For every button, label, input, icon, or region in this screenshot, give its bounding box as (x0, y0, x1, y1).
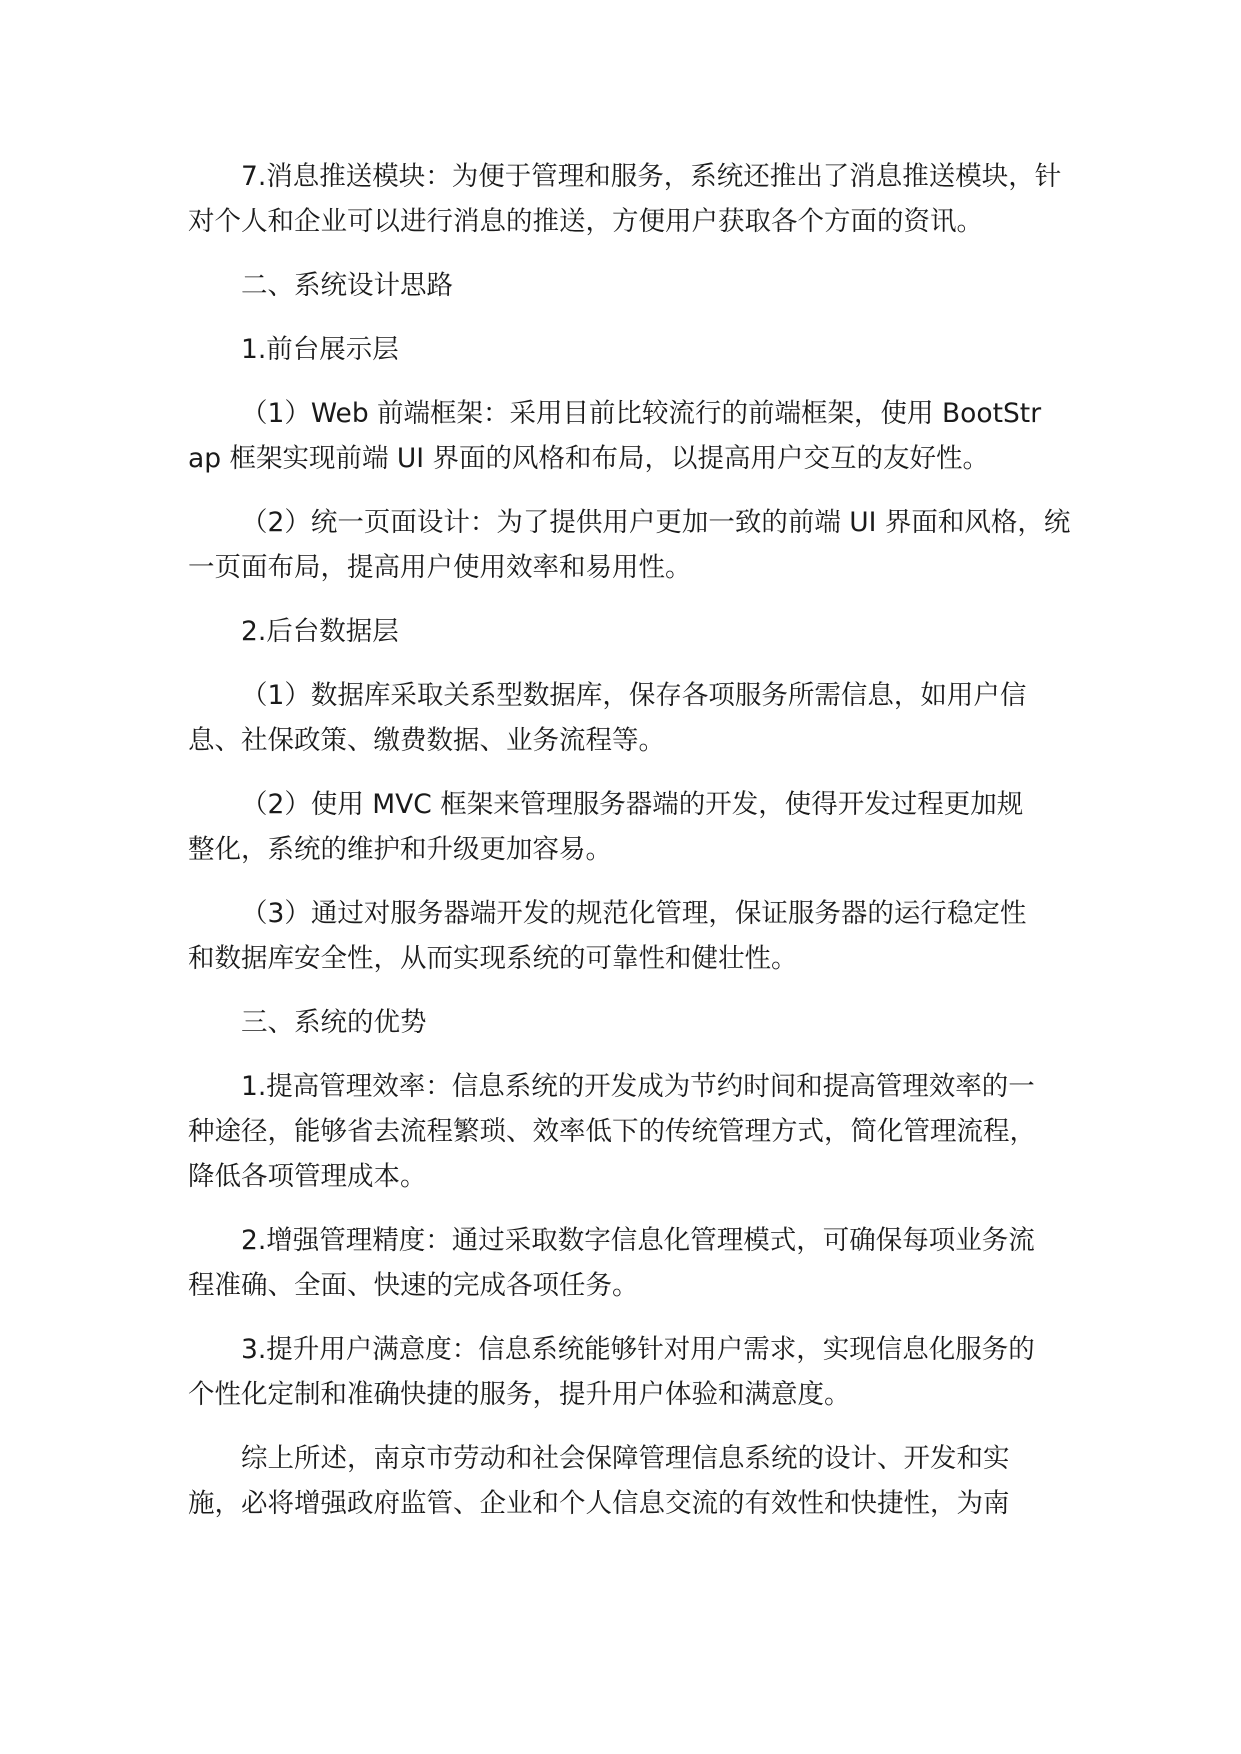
paragraph-web-frontend-framework: （1）Web 前端框架：采用目前比较流行的前端框架，使用 BootStrap 框架实现前端 UI 界面的风格和布局，以提高用户交互的友好性。 (188, 398, 1042, 474)
subheading-backend-layer: 2.后台数据层 (241, 616, 399, 647)
subheading-frontend-layer: 1.前台展示层 (241, 334, 399, 365)
paragraph-unified-page-design: （2）统一页面设计：为了提供用户更加一致的前端 UI 界面和风格，统一页面布局，提高用户使用效率和易用性。 (188, 507, 1071, 583)
paragraph-message-push-module: 7.消息推送模块：为便于管理和服务，系统还推出了消息推送模块，针对个人和企业可以进行消息的推送，方便用户获取各个方面的资讯。 (188, 161, 1062, 237)
heading-system-advantages: 三、系统的优势 (241, 1007, 427, 1038)
heading-system-design: 二、系统设计思路 (241, 270, 453, 301)
paragraph-user-satisfaction: 3.提升用户满意度：信息系统能够针对用户需求，实现信息化服务的个性化定制和准确快捷的服务，提升用户体验和满意度。 (188, 1334, 1035, 1410)
paragraph-server-management: （3）通过对服务器端开发的规范化管理，保证服务器的运行稳定性和数据库安全性，从而实现系统的可靠性和健壮性。 (188, 898, 1027, 974)
paragraph-relational-database: （1）数据库采取关系型数据库，保存各项服务所需信息，如用户信息、社保政策、缴费数据、业务流程等。 (188, 680, 1027, 756)
document-page (188, 154, 1078, 1545)
paragraph-conclusion: 综上所述，南京市劳动和社会保障管理信息系统的设计、开发和实施，必将增强政府监管、企业和个人信息交流的有效性和快捷性，为南 (188, 1443, 1010, 1519)
paragraph-management-efficiency: 1.提高管理效率：信息系统的开发成为节约时间和提高管理效率的一种途径，能够省去流程繁琐、效率低下的传统管理方式，简化管理流程，降低各项管理成本。 (188, 1071, 1036, 1192)
paragraph-management-precision: 2.增强管理精度：通过采取数字信息化管理模式，可确保每项业务流程准确、全面、快速的完成各项任务。 (188, 1225, 1035, 1301)
paragraph-mvc-framework: （2）使用 MVC 框架来管理服务器端的开发，使得开发过程更加规整化，系统的维护和升级更加容易。 (188, 789, 1024, 865)
